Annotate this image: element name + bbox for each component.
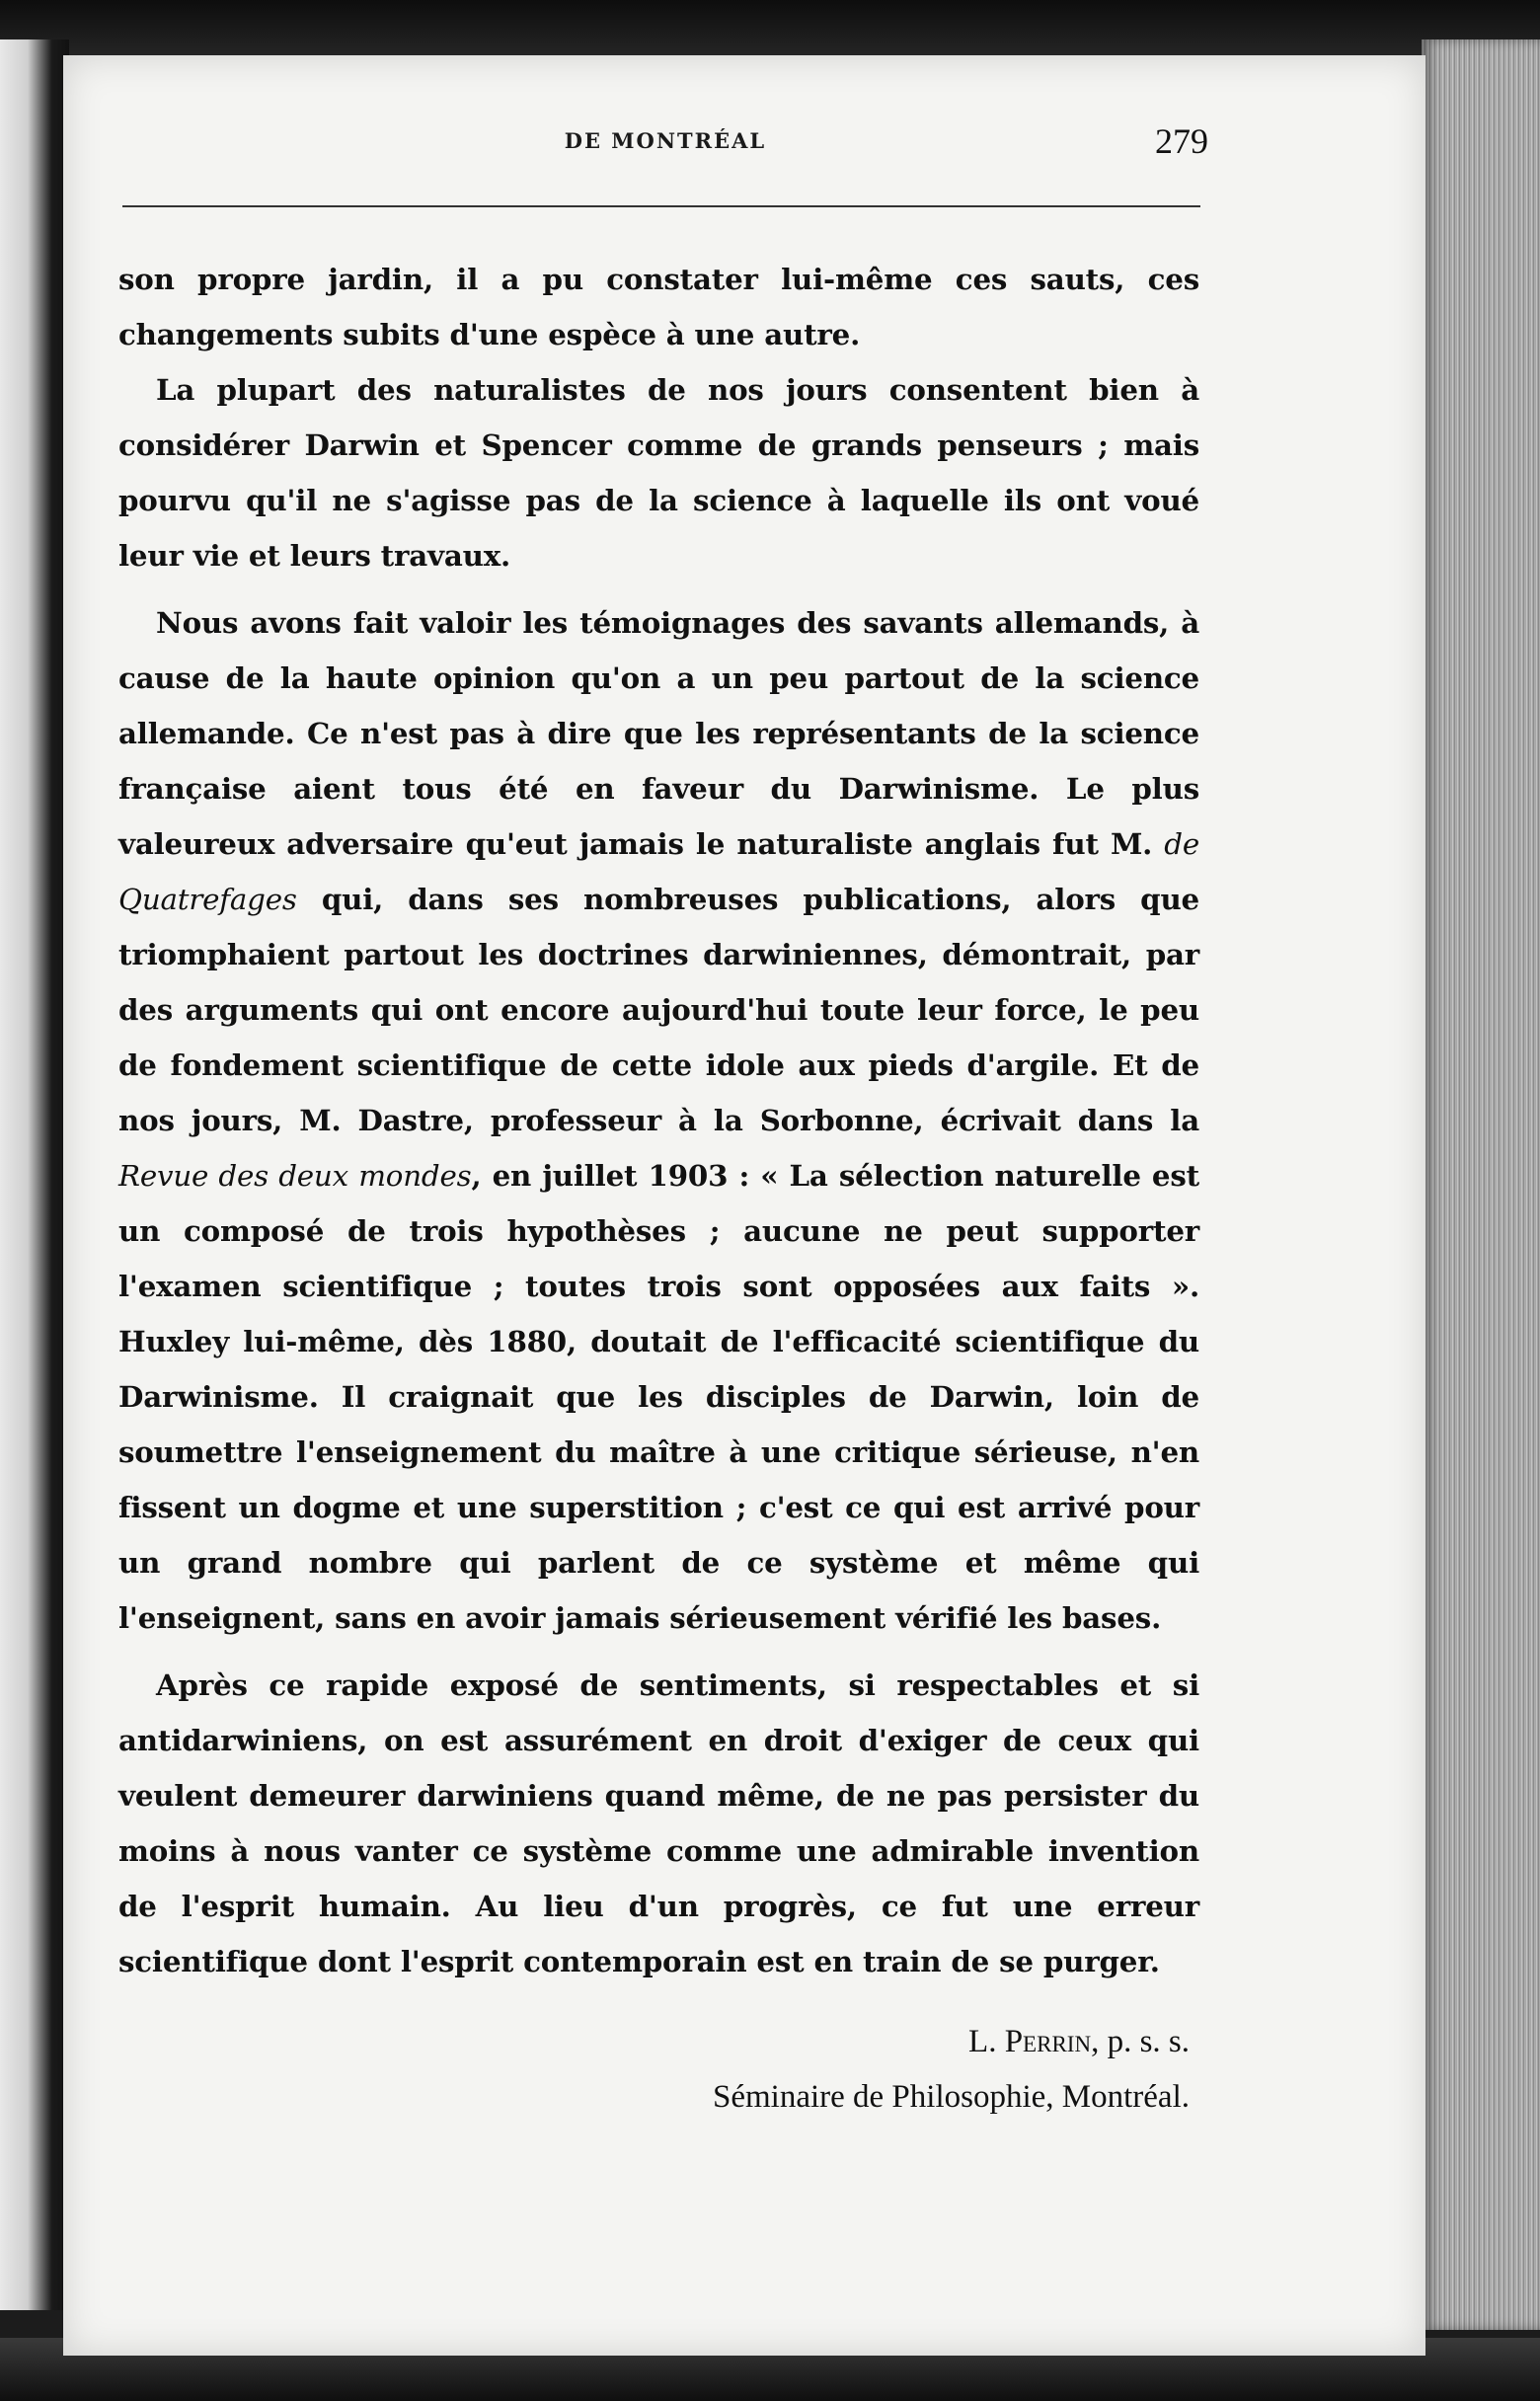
- paragraph: [118, 595, 1199, 1646]
- page-number: 279: [1155, 121, 1208, 161]
- text-run: , en juillet 1903 : « La sélection naturelle est un composé de trois hypothèses ; aucune ne peut supporter l'examen scientifique ; toutes trois sont opposées aux faits ». Huxley lui-même, dès 1880, doutait de l'efficacité scientifique du Darwinisme. Il craignait que les disciples de Darwin, loin de soumettre l'enseignement du maître à une critique sérieuse, n'en fissent un dogme et une superstition ; c'est ce qui est arrivé pour un grand nombre qui parlent de ce système et même qui l'enseignent, sans en avoir jamais sérieusement vérifié les bases.: [118, 1158, 1200, 1635]
- previous-page-edge: [0, 39, 69, 2310]
- text-run: qui, dans ses nombreuses publications, alors que triomphaient partout les doctrines darwiniennes, démontrait, par des arguments qui ont encore aujourd'hui toute leur force, le peu de fondement scientifique de cette idole aux pieds d'argile. Et de nos jours, M. Dastre, professeur à la Sorbonne, écrivait dans la: [118, 882, 1199, 1137]
- book-page-edges: [1422, 39, 1540, 2330]
- paragraph: La plupart des naturalistes de nos jours consentent bien à considérer Darwin et Spencer comme de grands penseurs ; mais pourvu qu'il ne s'agisse pas de la science à laquelle ils ont voué leur vie et leurs travaux.: [118, 372, 1199, 573]
- italic-name: de Quatrefages: [118, 827, 1199, 916]
- header-rule: [122, 205, 1200, 207]
- paragraph: Après ce rapide exposé de sentiments, si respectables et si antidarwiniens, on est assurément en droit d'exiger de ceux qui veulent demeurer darwiniens quand même, de ne pas persister du moins à nous vanter ce système comme une admirable invention de l'esprit humain. Au lieu d'un progrès, ce fut une erreur scientifique dont l'esprit contemporain est en train de se purger.: [118, 1667, 1199, 1978]
- author-signature: [118, 2014, 1190, 2069]
- body-text: [118, 252, 1199, 1989]
- signature-block: [118, 2014, 1190, 2125]
- author-affiliation: Séminaire de Philosophie, Montréal.: [713, 2079, 1190, 2115]
- italic-title: Revue des deux mondes: [118, 1159, 472, 1193]
- author-surname: Perrin: [1004, 2024, 1092, 2059]
- author-suffix: , p. s. s.: [1091, 2024, 1190, 2059]
- text-run: Nous avons fait valoir les témoignages des savants allemands, à cause de la haute opinion qu'on a un peu partout de la science allemande. Ce n'est pas à dire que les représentants de la science française aient tous été en faveur du Darwinisme. Le plus valeureux adversaire qu'eut jamais le naturaliste anglais fut M.: [118, 605, 1199, 861]
- author-initial: L.: [968, 2024, 1005, 2059]
- running-head: DE MONTRÉAL: [564, 128, 767, 153]
- page-header: [122, 120, 1208, 170]
- paragraph-continued: son propre jardin, il a pu constater lui-même ces sauts, ces changements subits d'une espèce à une autre.: [118, 262, 1199, 351]
